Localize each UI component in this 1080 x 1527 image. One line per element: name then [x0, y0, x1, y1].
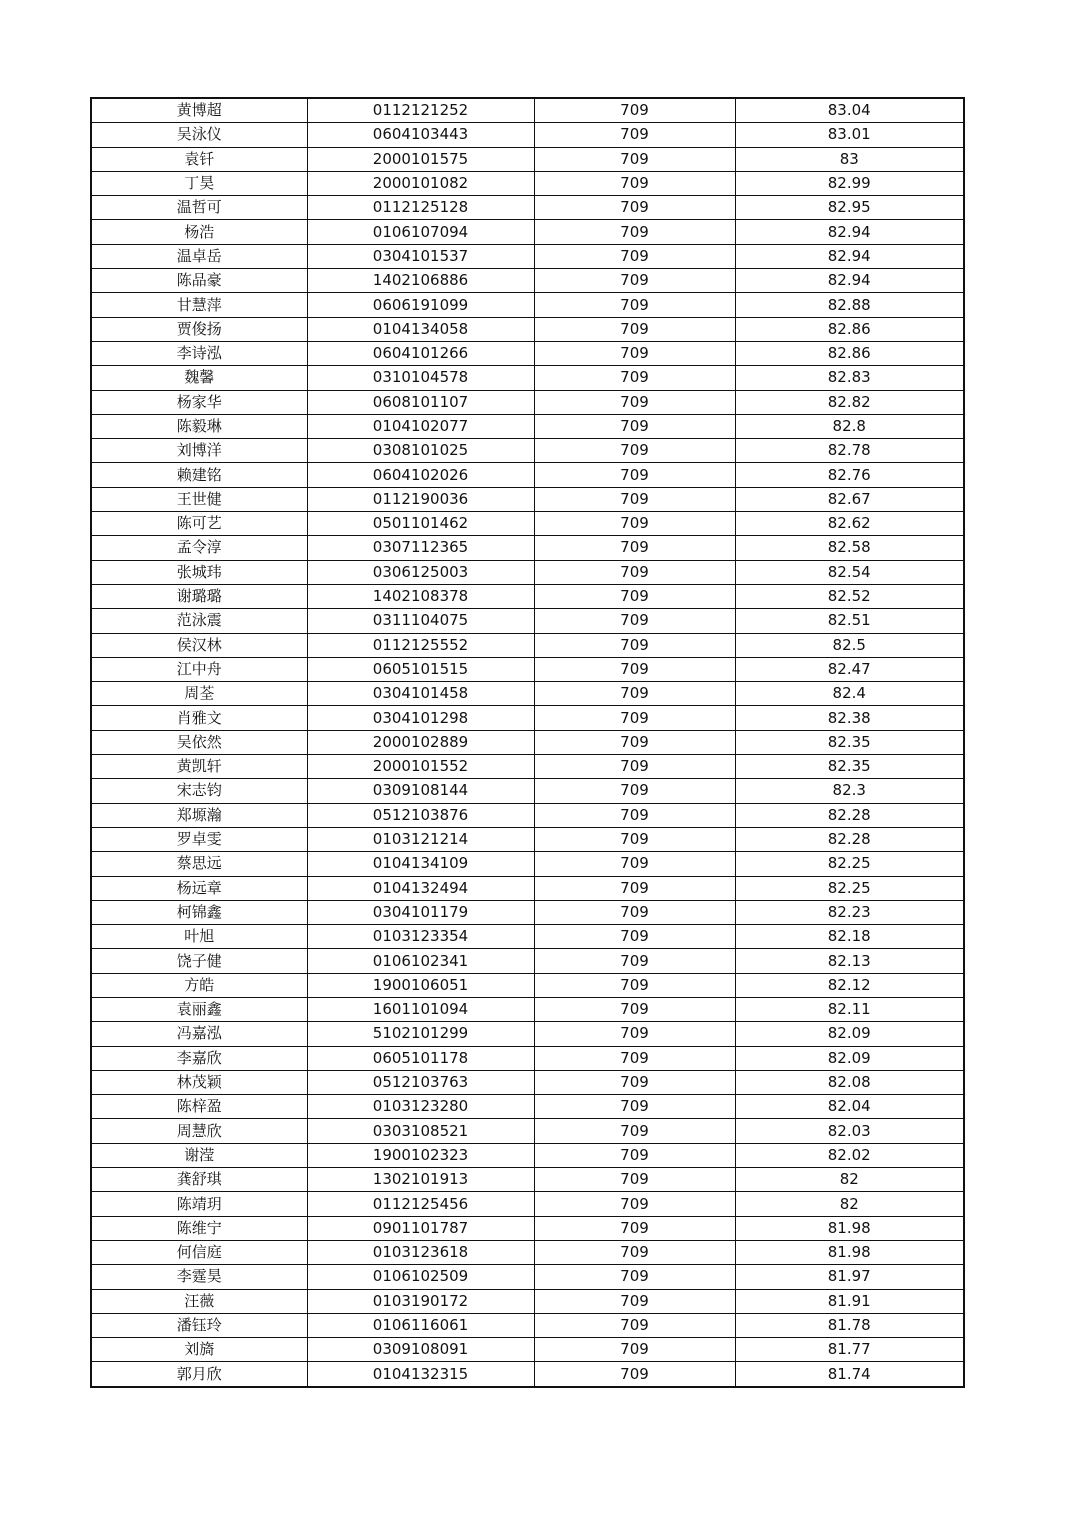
- candidate-name-cell: 李嘉欣: [91, 1046, 307, 1070]
- subject-code-cell: 709: [534, 123, 735, 147]
- score-cell: 82.04: [735, 1095, 964, 1119]
- table-row: [91, 220, 964, 244]
- candidate-name-cell: 杨远章: [91, 876, 307, 900]
- table-row: [91, 487, 964, 511]
- table-row: [91, 706, 964, 730]
- subject-code-cell: 709: [534, 925, 735, 949]
- subject-code-cell: 709: [534, 147, 735, 171]
- candidate-id-cell: 2000101575: [307, 147, 534, 171]
- table-row: [91, 536, 964, 560]
- candidate-id-cell: 0112125552: [307, 633, 534, 657]
- candidate-id-cell: 2000101082: [307, 171, 534, 195]
- score-cell: 82.95: [735, 196, 964, 220]
- score-cell: 82.09: [735, 1022, 964, 1046]
- candidate-name-cell: 温卓岳: [91, 244, 307, 268]
- candidate-id-cell: 0311104075: [307, 609, 534, 633]
- candidate-name-cell: 蔡思远: [91, 852, 307, 876]
- table-row: [91, 682, 964, 706]
- candidate-name-cell: 周慧欣: [91, 1119, 307, 1143]
- score-cell: 82.25: [735, 852, 964, 876]
- candidate-id-cell: 5102101299: [307, 1022, 534, 1046]
- score-cell: 82.3: [735, 779, 964, 803]
- table-row: [91, 1313, 964, 1337]
- table-row: [91, 755, 964, 779]
- subject-code-cell: 709: [534, 755, 735, 779]
- candidate-id-cell: 0103123618: [307, 1240, 534, 1264]
- table-row: [91, 997, 964, 1021]
- candidate-id-cell: 0604102026: [307, 463, 534, 487]
- candidate-id-cell: 0606191099: [307, 293, 534, 317]
- table-row: [91, 779, 964, 803]
- subject-code-cell: 709: [534, 1192, 735, 1216]
- candidate-name-cell: 谢滢: [91, 1143, 307, 1167]
- candidate-name-cell: 陈维宁: [91, 1216, 307, 1240]
- candidate-id-cell: 0103121214: [307, 827, 534, 851]
- subject-code-cell: 709: [534, 463, 735, 487]
- candidate-name-cell: 周荃: [91, 682, 307, 706]
- score-cell: 82.38: [735, 706, 964, 730]
- score-cell: 82.47: [735, 657, 964, 681]
- subject-code-cell: 709: [534, 1022, 735, 1046]
- subject-code-cell: 709: [534, 512, 735, 536]
- subject-code-cell: 709: [534, 487, 735, 511]
- score-cell: 82.52: [735, 584, 964, 608]
- candidate-id-cell: 0304101179: [307, 900, 534, 924]
- table-row: [91, 98, 964, 123]
- score-cell: 83.01: [735, 123, 964, 147]
- table-row: [91, 584, 964, 608]
- subject-code-cell: 709: [534, 1289, 735, 1313]
- subject-code-cell: 709: [534, 1070, 735, 1094]
- table-row: [91, 317, 964, 341]
- candidate-name-cell: 谢璐璐: [91, 584, 307, 608]
- table-row: [91, 1022, 964, 1046]
- candidate-id-cell: 0106116061: [307, 1313, 534, 1337]
- score-cell: 81.98: [735, 1216, 964, 1240]
- candidate-id-cell: 0604101266: [307, 341, 534, 365]
- candidate-id-cell: 0310104578: [307, 366, 534, 390]
- table-row: [91, 1265, 964, 1289]
- subject-code-cell: 709: [534, 1095, 735, 1119]
- table-row: [91, 560, 964, 584]
- table-row: [91, 925, 964, 949]
- score-cell: 82.82: [735, 390, 964, 414]
- candidate-id-cell: 0106102341: [307, 949, 534, 973]
- candidate-id-cell: 1900106051: [307, 973, 534, 997]
- subject-code-cell: 709: [534, 1119, 735, 1143]
- candidate-id-cell: 0304101537: [307, 244, 534, 268]
- candidate-id-cell: 0309108144: [307, 779, 534, 803]
- score-cell: 82.13: [735, 949, 964, 973]
- candidate-name-cell: 宋志钧: [91, 779, 307, 803]
- candidate-id-cell: 0512103876: [307, 803, 534, 827]
- score-cell: 82.4: [735, 682, 964, 706]
- score-cell: 82.12: [735, 973, 964, 997]
- subject-code-cell: 709: [534, 949, 735, 973]
- table-row: [91, 463, 964, 487]
- candidate-name-cell: 龚舒琪: [91, 1168, 307, 1192]
- table-row: [91, 803, 964, 827]
- candidate-name-cell: 江中舟: [91, 657, 307, 681]
- subject-code-cell: 709: [534, 1313, 735, 1337]
- subject-code-cell: 709: [534, 341, 735, 365]
- subject-code-cell: 709: [534, 1362, 735, 1387]
- candidate-id-cell: 0112190036: [307, 487, 534, 511]
- candidate-id-cell: 1302101913: [307, 1168, 534, 1192]
- table-row: [91, 341, 964, 365]
- candidate-name-cell: 陈品豪: [91, 269, 307, 293]
- subject-code-cell: 709: [534, 1338, 735, 1362]
- candidate-id-cell: 1402108378: [307, 584, 534, 608]
- subject-code-cell: 709: [534, 876, 735, 900]
- candidate-id-cell: 0106107094: [307, 220, 534, 244]
- candidate-name-cell: 杨家华: [91, 390, 307, 414]
- score-cell: 82.02: [735, 1143, 964, 1167]
- candidate-name-cell: 林茂颖: [91, 1070, 307, 1094]
- candidate-name-cell: 叶旭: [91, 925, 307, 949]
- score-cell: 82.83: [735, 366, 964, 390]
- candidate-name-cell: 黄凯轩: [91, 755, 307, 779]
- table-row: [91, 512, 964, 536]
- score-cell: 82.86: [735, 317, 964, 341]
- candidate-name-cell: 李诗泓: [91, 341, 307, 365]
- subject-code-cell: 709: [534, 366, 735, 390]
- score-cell: 82.08: [735, 1070, 964, 1094]
- candidate-id-cell: 0605101178: [307, 1046, 534, 1070]
- candidate-id-cell: 0608101107: [307, 390, 534, 414]
- subject-code-cell: 709: [534, 779, 735, 803]
- table-row: [91, 1362, 964, 1387]
- table-body: [91, 98, 964, 1387]
- candidate-id-cell: 0104134058: [307, 317, 534, 341]
- candidate-id-cell: 0103123354: [307, 925, 534, 949]
- candidate-id-cell: 1402106886: [307, 269, 534, 293]
- candidate-name-cell: 陈靖玥: [91, 1192, 307, 1216]
- candidate-id-cell: 0901101787: [307, 1216, 534, 1240]
- candidate-id-cell: 0303108521: [307, 1119, 534, 1143]
- candidate-name-cell: 潘钰玲: [91, 1313, 307, 1337]
- score-cell: 82.8: [735, 414, 964, 438]
- score-cell: 82: [735, 1168, 964, 1192]
- candidate-id-cell: 0103123280: [307, 1095, 534, 1119]
- candidate-name-cell: 侯汉林: [91, 633, 307, 657]
- subject-code-cell: 709: [534, 682, 735, 706]
- table-row: [91, 1119, 964, 1143]
- score-cell: 82.54: [735, 560, 964, 584]
- subject-code-cell: 709: [534, 852, 735, 876]
- subject-code-cell: 709: [534, 900, 735, 924]
- score-cell: 82.11: [735, 997, 964, 1021]
- candidate-name-cell: 丁昊: [91, 171, 307, 195]
- subject-code-cell: 709: [534, 1046, 735, 1070]
- candidate-name-cell: 陈梓盈: [91, 1095, 307, 1119]
- subject-code-cell: 709: [534, 560, 735, 584]
- score-cell: 81.74: [735, 1362, 964, 1387]
- table-row: [91, 1095, 964, 1119]
- candidate-name-cell: 袁丽鑫: [91, 997, 307, 1021]
- table-row: [91, 1289, 964, 1313]
- table-row: [91, 1192, 964, 1216]
- score-cell: 81.77: [735, 1338, 964, 1362]
- candidate-id-cell: 0605101515: [307, 657, 534, 681]
- subject-code-cell: 709: [534, 609, 735, 633]
- candidate-name-cell: 魏馨: [91, 366, 307, 390]
- table-row: [91, 1046, 964, 1070]
- score-cell: 82.88: [735, 293, 964, 317]
- score-cell: 82: [735, 1192, 964, 1216]
- subject-code-cell: 709: [534, 244, 735, 268]
- score-cell: 82.58: [735, 536, 964, 560]
- subject-code-cell: 709: [534, 657, 735, 681]
- table-row: [91, 852, 964, 876]
- score-cell: 82.5: [735, 633, 964, 657]
- candidate-id-cell: 0304101298: [307, 706, 534, 730]
- candidate-name-cell: 袁钎: [91, 147, 307, 171]
- subject-code-cell: 709: [534, 317, 735, 341]
- candidate-name-cell: 吴依然: [91, 730, 307, 754]
- candidate-name-cell: 贾俊扬: [91, 317, 307, 341]
- subject-code-cell: 709: [534, 98, 735, 123]
- table-row: [91, 244, 964, 268]
- score-cell: 82.94: [735, 220, 964, 244]
- candidate-name-cell: 黄博超: [91, 98, 307, 123]
- table-row: [91, 609, 964, 633]
- candidate-name-cell: 陈可艺: [91, 512, 307, 536]
- candidate-id-cell: 0604103443: [307, 123, 534, 147]
- score-cell: 82.03: [735, 1119, 964, 1143]
- subject-code-cell: 709: [534, 1240, 735, 1264]
- candidate-id-cell: 1900102323: [307, 1143, 534, 1167]
- table-row: [91, 414, 964, 438]
- candidate-id-cell: 0304101458: [307, 682, 534, 706]
- subject-code-cell: 709: [534, 220, 735, 244]
- score-cell: 81.78: [735, 1313, 964, 1337]
- table-row: [91, 949, 964, 973]
- candidate-id-cell: 0104134109: [307, 852, 534, 876]
- candidate-name-cell: 王世健: [91, 487, 307, 511]
- subject-code-cell: 709: [534, 414, 735, 438]
- candidate-id-cell: 0309108091: [307, 1338, 534, 1362]
- candidate-id-cell: 0306125003: [307, 560, 534, 584]
- subject-code-cell: 709: [534, 997, 735, 1021]
- candidate-name-cell: 温哲可: [91, 196, 307, 220]
- score-table: [90, 97, 965, 1388]
- score-cell: 82.51: [735, 609, 964, 633]
- table-row: [91, 876, 964, 900]
- candidate-name-cell: 冯嘉泓: [91, 1022, 307, 1046]
- score-cell: 82.62: [735, 512, 964, 536]
- score-cell: 82.28: [735, 827, 964, 851]
- table-row: [91, 730, 964, 754]
- candidate-id-cell: 0112125456: [307, 1192, 534, 1216]
- score-cell: 82.09: [735, 1046, 964, 1070]
- candidate-name-cell: 饶子健: [91, 949, 307, 973]
- score-cell: 82.18: [735, 925, 964, 949]
- table-row: [91, 900, 964, 924]
- candidate-id-cell: 0112121252: [307, 98, 534, 123]
- score-cell: 82.86: [735, 341, 964, 365]
- candidate-name-cell: 吴泳仪: [91, 123, 307, 147]
- table-row: [91, 1143, 964, 1167]
- score-cell: 82.23: [735, 900, 964, 924]
- subject-code-cell: 709: [534, 803, 735, 827]
- candidate-name-cell: 郑塬瀚: [91, 803, 307, 827]
- candidate-id-cell: 0104102077: [307, 414, 534, 438]
- table-row: [91, 657, 964, 681]
- candidate-id-cell: 0112125128: [307, 196, 534, 220]
- table-row: [91, 827, 964, 851]
- candidate-name-cell: 刘博洋: [91, 439, 307, 463]
- score-cell: 82.28: [735, 803, 964, 827]
- subject-code-cell: 709: [534, 269, 735, 293]
- score-cell: 81.91: [735, 1289, 964, 1313]
- subject-code-cell: 709: [534, 633, 735, 657]
- candidate-name-cell: 李霆昊: [91, 1265, 307, 1289]
- candidate-id-cell: 0104132494: [307, 876, 534, 900]
- table-row: [91, 196, 964, 220]
- score-cell: 82.35: [735, 730, 964, 754]
- subject-code-cell: 709: [534, 730, 735, 754]
- table-row: [91, 1240, 964, 1264]
- candidate-name-cell: 陈毅琳: [91, 414, 307, 438]
- score-cell: 82.94: [735, 269, 964, 293]
- candidate-name-cell: 汪薇: [91, 1289, 307, 1313]
- table-row: [91, 147, 964, 171]
- score-cell: 82.78: [735, 439, 964, 463]
- candidate-id-cell: 0106102509: [307, 1265, 534, 1289]
- candidate-name-cell: 郭月欣: [91, 1362, 307, 1387]
- table-row: [91, 1338, 964, 1362]
- table-row: [91, 171, 964, 195]
- table-row: [91, 439, 964, 463]
- score-cell: 83: [735, 147, 964, 171]
- score-cell: 81.98: [735, 1240, 964, 1264]
- score-cell: 83.04: [735, 98, 964, 123]
- candidate-name-cell: 杨浩: [91, 220, 307, 244]
- table-row: [91, 1216, 964, 1240]
- score-cell: 82.99: [735, 171, 964, 195]
- subject-code-cell: 709: [534, 1265, 735, 1289]
- table-row: [91, 123, 964, 147]
- subject-code-cell: 709: [534, 536, 735, 560]
- candidate-id-cell: 2000102889: [307, 730, 534, 754]
- candidate-id-cell: 0104132315: [307, 1362, 534, 1387]
- candidate-id-cell: 0308101025: [307, 439, 534, 463]
- score-cell: 82.76: [735, 463, 964, 487]
- subject-code-cell: 709: [534, 1168, 735, 1192]
- subject-code-cell: 709: [534, 973, 735, 997]
- candidate-name-cell: 罗卓雯: [91, 827, 307, 851]
- subject-code-cell: 709: [534, 439, 735, 463]
- table-row: [91, 1168, 964, 1192]
- candidate-name-cell: 范泳震: [91, 609, 307, 633]
- table-row: [91, 390, 964, 414]
- score-cell: 82.25: [735, 876, 964, 900]
- candidate-name-cell: 甘慧萍: [91, 293, 307, 317]
- table-row: [91, 366, 964, 390]
- candidate-name-cell: 何信庭: [91, 1240, 307, 1264]
- candidate-name-cell: 柯锦鑫: [91, 900, 307, 924]
- candidate-name-cell: 孟令淳: [91, 536, 307, 560]
- table-row: [91, 269, 964, 293]
- candidate-name-cell: 张城玮: [91, 560, 307, 584]
- subject-code-cell: 709: [534, 1216, 735, 1240]
- subject-code-cell: 709: [534, 171, 735, 195]
- candidate-id-cell: 0307112365: [307, 536, 534, 560]
- subject-code-cell: 709: [534, 706, 735, 730]
- candidate-id-cell: 2000101552: [307, 755, 534, 779]
- table-row: [91, 973, 964, 997]
- candidate-name-cell: 赖建铭: [91, 463, 307, 487]
- table-row: [91, 293, 964, 317]
- table-row: [91, 1070, 964, 1094]
- candidate-id-cell: 0512103763: [307, 1070, 534, 1094]
- candidate-name-cell: 方皓: [91, 973, 307, 997]
- score-cell: 82.67: [735, 487, 964, 511]
- score-cell: 81.97: [735, 1265, 964, 1289]
- table-row: [91, 633, 964, 657]
- score-cell: 82.35: [735, 755, 964, 779]
- candidate-id-cell: 1601101094: [307, 997, 534, 1021]
- subject-code-cell: 709: [534, 390, 735, 414]
- subject-code-cell: 709: [534, 1143, 735, 1167]
- candidate-id-cell: 0103190172: [307, 1289, 534, 1313]
- subject-code-cell: 709: [534, 196, 735, 220]
- candidate-name-cell: 刘旖: [91, 1338, 307, 1362]
- subject-code-cell: 709: [534, 293, 735, 317]
- candidate-name-cell: 肖雅文: [91, 706, 307, 730]
- candidate-id-cell: 0501101462: [307, 512, 534, 536]
- subject-code-cell: 709: [534, 827, 735, 851]
- subject-code-cell: 709: [534, 584, 735, 608]
- score-cell: 82.94: [735, 244, 964, 268]
